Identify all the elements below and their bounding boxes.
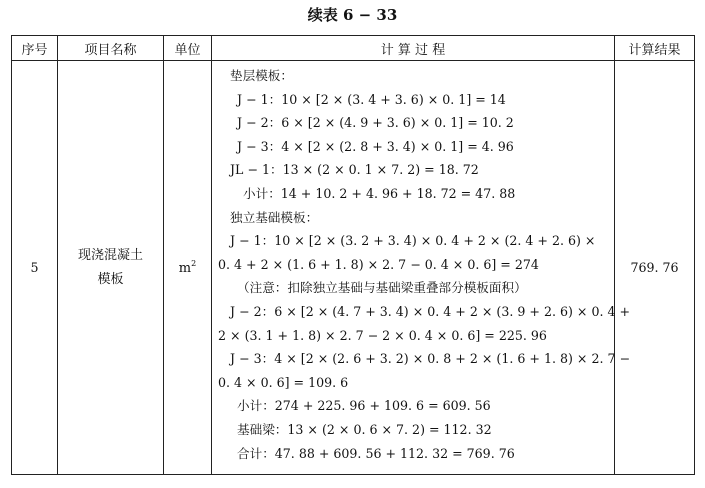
unit-base: m	[178, 261, 192, 276]
process-line: 小计：274 + 225. 96 + 109. 6 = 609. 56	[237, 398, 491, 414]
process-line: J − 2：6 × [2 × (4. 9 + 3. 6) × 0. 1] = 10. 2	[237, 115, 514, 131]
process-line: J − 2：6 × [2 × (4. 7 + 3. 4) × 0. 4 + 2 × (3. 9 + 2. 6) × 0. 4 +	[230, 303, 631, 319]
process-line: 0. 4 × 0. 6] = 109. 6	[218, 374, 349, 390]
process-line: J − 3：4 × [2 × (2. 6 + 3. 2) × 0. 8 + 2 × (1. 6 + 1. 8) × 2. 7 −	[230, 351, 631, 367]
unit-exponent: 2	[191, 259, 197, 268]
item-name-line-2: 模板	[97, 271, 124, 287]
header-result: 计算结果	[615, 36, 695, 61]
process-line: 基础梁：13 × (2 × 0. 6 × 7. 2) = 112. 32	[237, 421, 492, 437]
process-line: J − 3：4 × [2 × (2. 8 + 3. 4) × 0. 1] = 4. 96	[237, 138, 514, 154]
process-line: 0. 4 + 2 × (1. 6 + 1. 8) × 2. 7 − 0. 4 × 0. 6] = 274	[218, 256, 539, 272]
calculation-table	[11, 35, 695, 475]
unit-value	[179, 261, 196, 276]
row-result: 769. 76	[615, 61, 695, 475]
process-line: JL − 1：13 × (2 × 0. 1 × 7. 2) = 18. 72	[230, 162, 479, 178]
row-index: 5	[12, 61, 58, 475]
process-line: 垫层模板：	[230, 68, 293, 83]
process-line: 合计：47. 88 + 609. 56 + 112. 32 = 769. 76	[237, 445, 515, 461]
header-item-name: 项目名称	[58, 36, 164, 61]
table-caption: 续表 6 − 33	[307, 6, 398, 24]
process-line: J − 1：10 × [2 × (3. 4 + 3. 6) × 0. 1] = 14	[237, 91, 506, 107]
header-process: 计 算 过 程	[212, 36, 615, 61]
row-unit	[164, 61, 212, 475]
row-process	[212, 61, 631, 475]
table-row	[12, 61, 695, 475]
process-line: （注意：扣除独立基础与基础梁重叠部分模板面积）	[237, 280, 527, 296]
process-line: J − 1：10 × [2 × (3. 2 + 3. 4) × 0. 4 + 2 × (2. 4 + 2. 6) ×	[230, 233, 596, 249]
process-line: 小计：14 + 10. 2 + 4. 96 + 18. 72 = 47. 88	[243, 185, 516, 201]
header-index: 序号	[12, 36, 58, 61]
process-line: 2 × (3. 1 + 1. 8) × 2. 7 − 2 × 0. 4 × 0. 6] = 225. 96	[218, 327, 547, 343]
header-unit: 单位	[164, 36, 212, 61]
row-item-name	[58, 61, 164, 475]
process-line: 独立基础模板：	[230, 209, 319, 225]
header-row	[12, 36, 695, 61]
item-name-line-1: 现浇混凝土	[77, 247, 143, 263]
